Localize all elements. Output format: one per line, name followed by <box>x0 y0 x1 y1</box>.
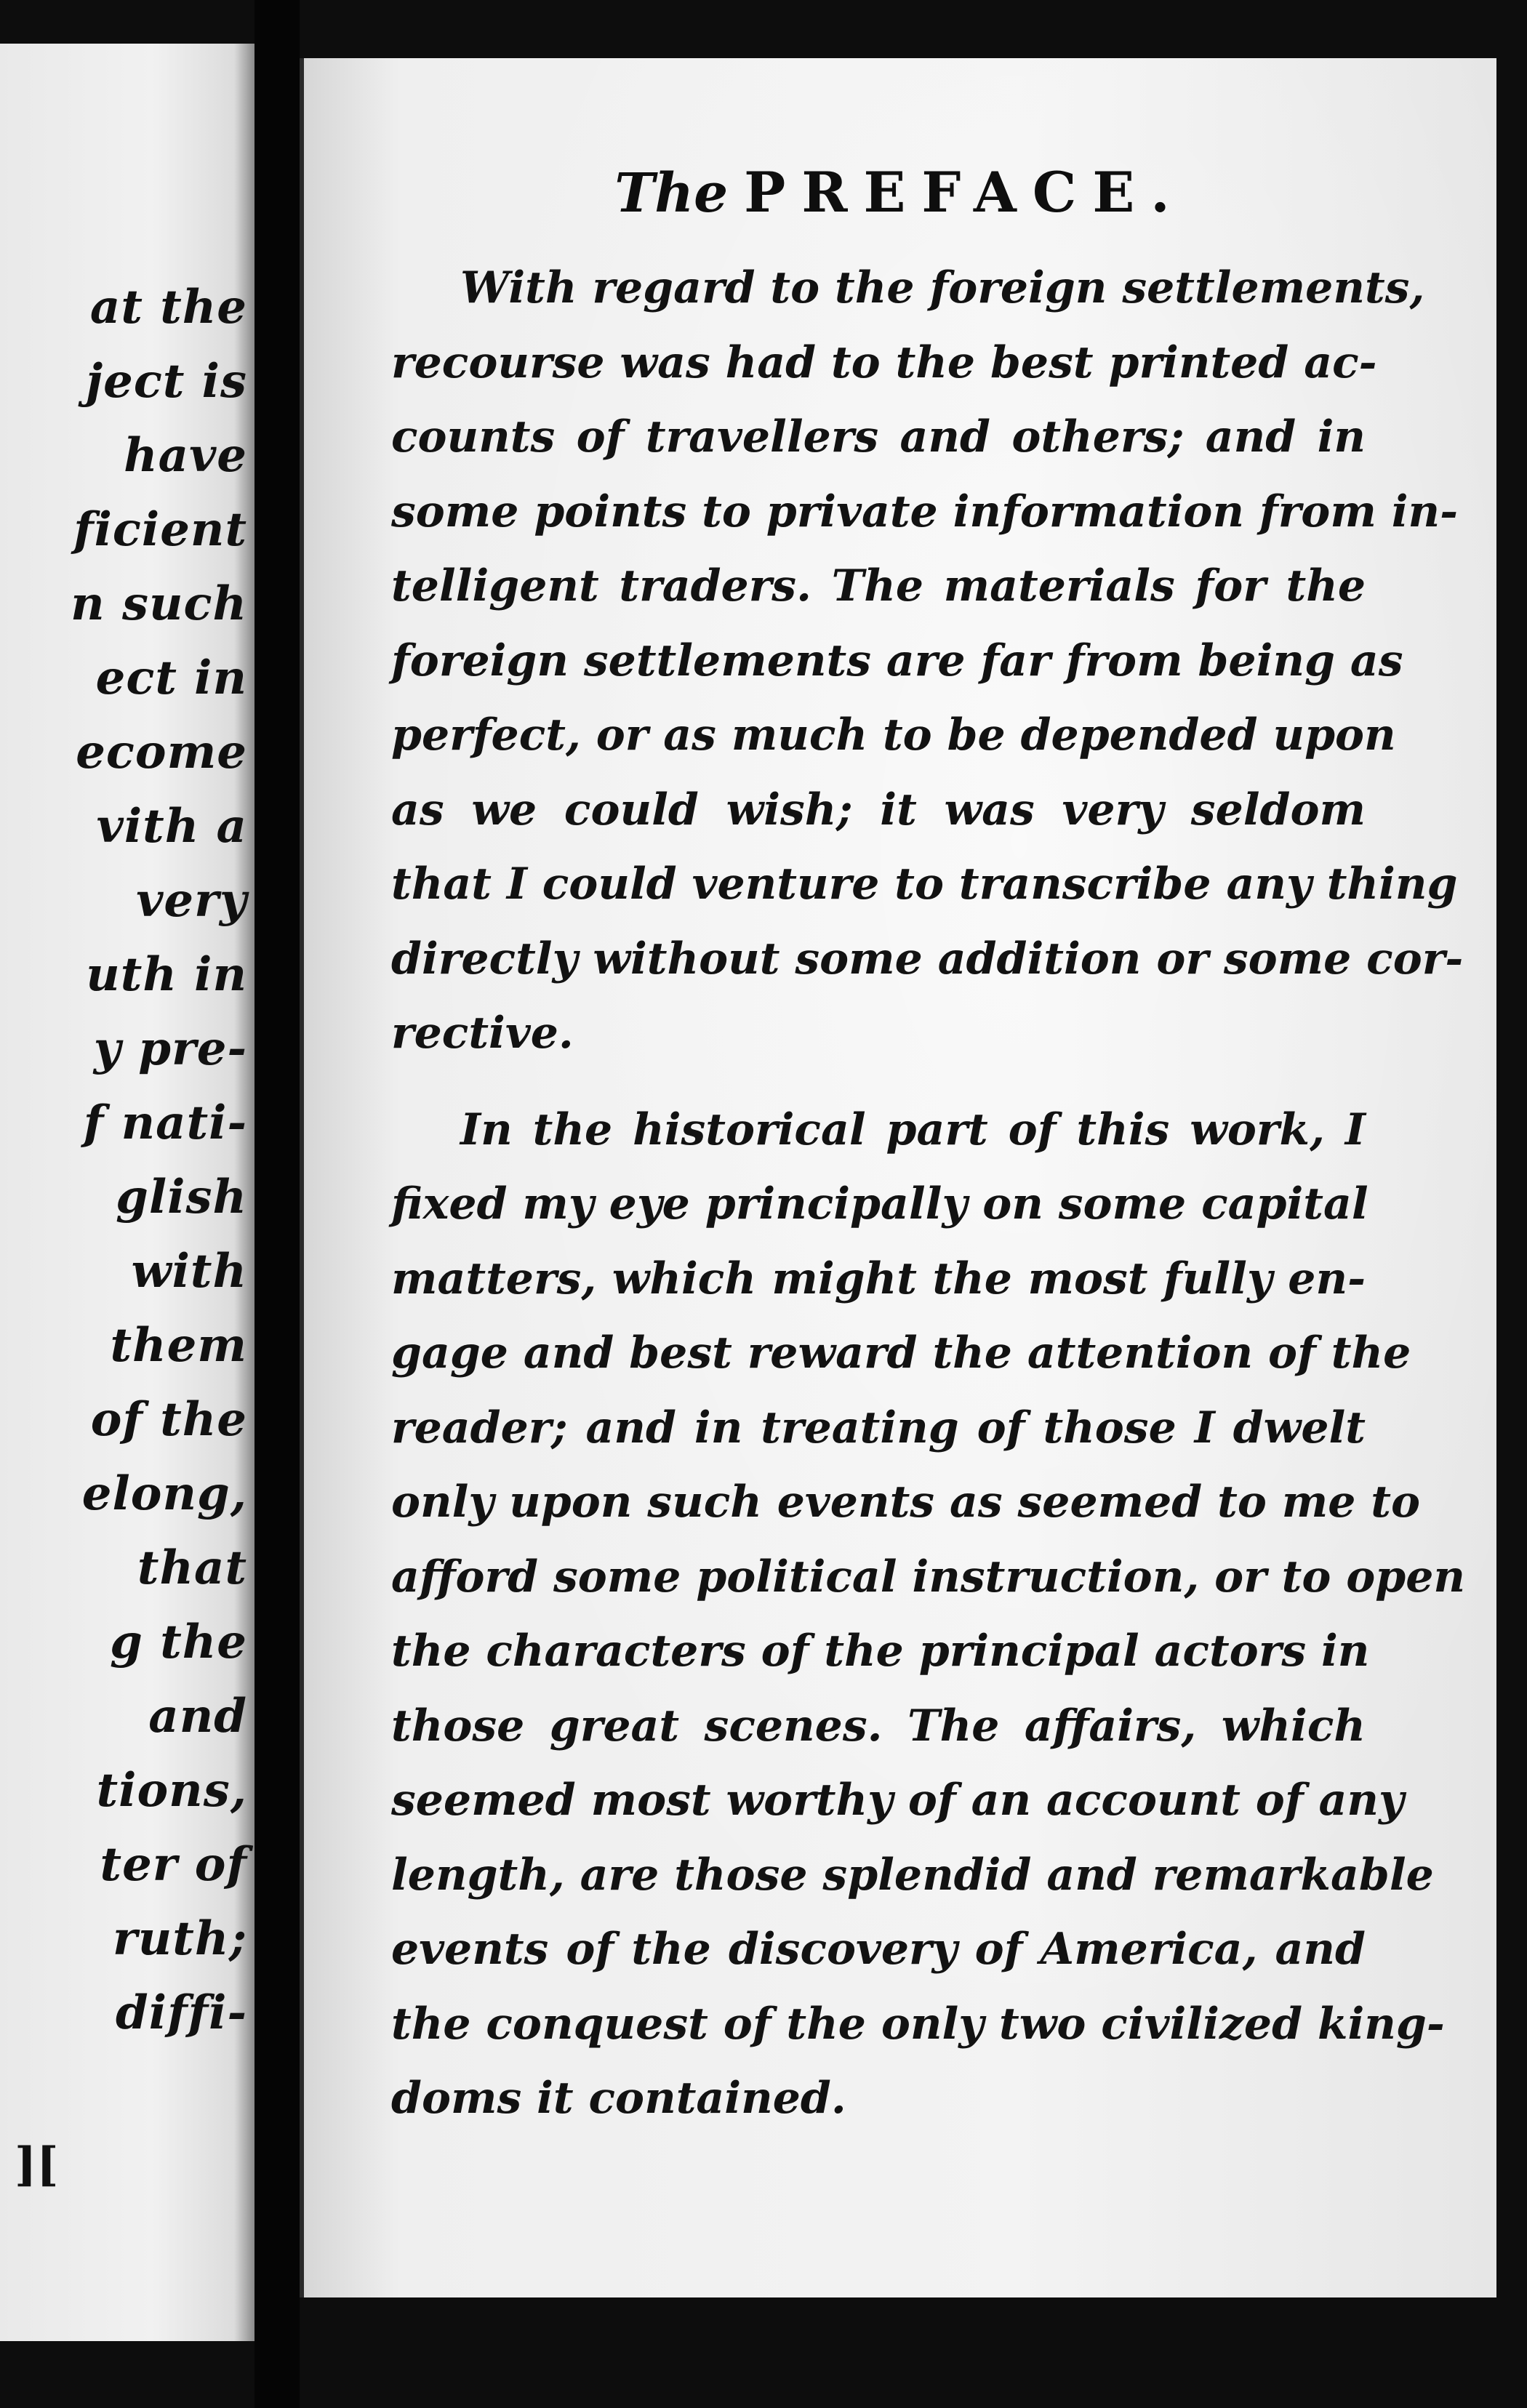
left-page-line: ter of <box>100 1837 247 1892</box>
book-gutter <box>254 0 300 2408</box>
left-page-line: g the <box>110 1615 247 1669</box>
left-page-line: tions, <box>96 1763 247 1818</box>
running-head-prefix: The <box>614 162 729 225</box>
left-page-line: have <box>124 428 247 483</box>
text-line: reader; and in treating of those I dwelt <box>391 1402 1366 1453</box>
left-page-line: that <box>137 1541 247 1595</box>
text-line: gage and best reward the attention of the <box>391 1328 1411 1378</box>
left-page-line: ruth; <box>113 1911 247 1966</box>
text-line: the conquest of the only two civilized king- <box>391 1998 1445 2050</box>
text-line: In the historical part of this work, I <box>460 1104 1366 1155</box>
left-page-line: at the <box>89 280 247 334</box>
left-page-line: f nati- <box>83 1096 247 1150</box>
running-head <box>304 160 1496 225</box>
left-page-folio: ][ <box>15 2138 59 2192</box>
left-page-line: n such <box>71 577 247 631</box>
paragraph <box>391 251 1464 1071</box>
text-line: directly without some addition or some cor- <box>391 933 1464 984</box>
text-line: that I could venture to transcribe any thing <box>391 859 1458 910</box>
text-line: telligent traders. The materials for the <box>391 561 1366 611</box>
text-line: fixed my eye principally on some capital <box>391 1179 1368 1229</box>
text-line: doms it contained. <box>391 2073 846 2124</box>
text-line: only upon such events as seemed to me to <box>391 1477 1421 1528</box>
left-page-line: vith a <box>96 799 247 854</box>
paragraph <box>391 1093 1466 2136</box>
left-page-line: very <box>136 873 247 928</box>
left-page-line: ficient <box>73 502 247 557</box>
text-line: With regard to the foreign settlements, <box>460 262 1425 313</box>
text-line: the characters of the principal actors in <box>391 1626 1370 1677</box>
left-page-line: ject is <box>85 354 247 409</box>
left-page-line: diffi- <box>116 1986 247 2040</box>
text-line: some points to private information from in- <box>391 486 1459 537</box>
text-line: foreign settlements are far from being as <box>391 635 1403 686</box>
text-line: length, are those splendid and remarkable <box>391 1849 1434 1901</box>
text-line: afford some political instruction, or to open <box>391 1551 1466 1602</box>
text-line: recourse was had to the best printed ac- <box>391 337 1377 388</box>
left-page-line: and <box>148 1689 247 1743</box>
text-line: matters, which might the most fully en- <box>391 1253 1366 1304</box>
right-page <box>300 58 1496 2297</box>
text-line: those great scenes. The affairs, which <box>391 1700 1366 1751</box>
paragraph-gap <box>391 1071 1366 1093</box>
left-page-line: glish <box>116 1170 247 1224</box>
text-line: as we could wish; it was very seldom <box>391 784 1366 835</box>
preface-body <box>391 251 1466 2136</box>
left-page-line: elong, <box>81 1466 247 1521</box>
left-page-line: of the <box>90 1392 247 1447</box>
left-page <box>0 44 254 2341</box>
text-line: events of the discovery of America, and <box>391 1924 1366 1975</box>
left-page-line: ect in <box>95 651 247 705</box>
left-page-line: with <box>131 1244 247 1299</box>
text-line: seemed most worthy of an account of any <box>391 1775 1404 1826</box>
left-page-line: y pre- <box>93 1022 247 1076</box>
text-line: rective. <box>391 1008 574 1059</box>
left-page-line: them <box>110 1318 247 1373</box>
left-page-line: uth in <box>86 947 247 1002</box>
text-line: perfect, or as much to be depended upon <box>391 710 1396 760</box>
running-head-title: PREFACE. <box>744 160 1186 225</box>
text-line: counts of travellers and others; and in <box>391 412 1366 462</box>
left-page-line: ecome <box>76 725 247 779</box>
